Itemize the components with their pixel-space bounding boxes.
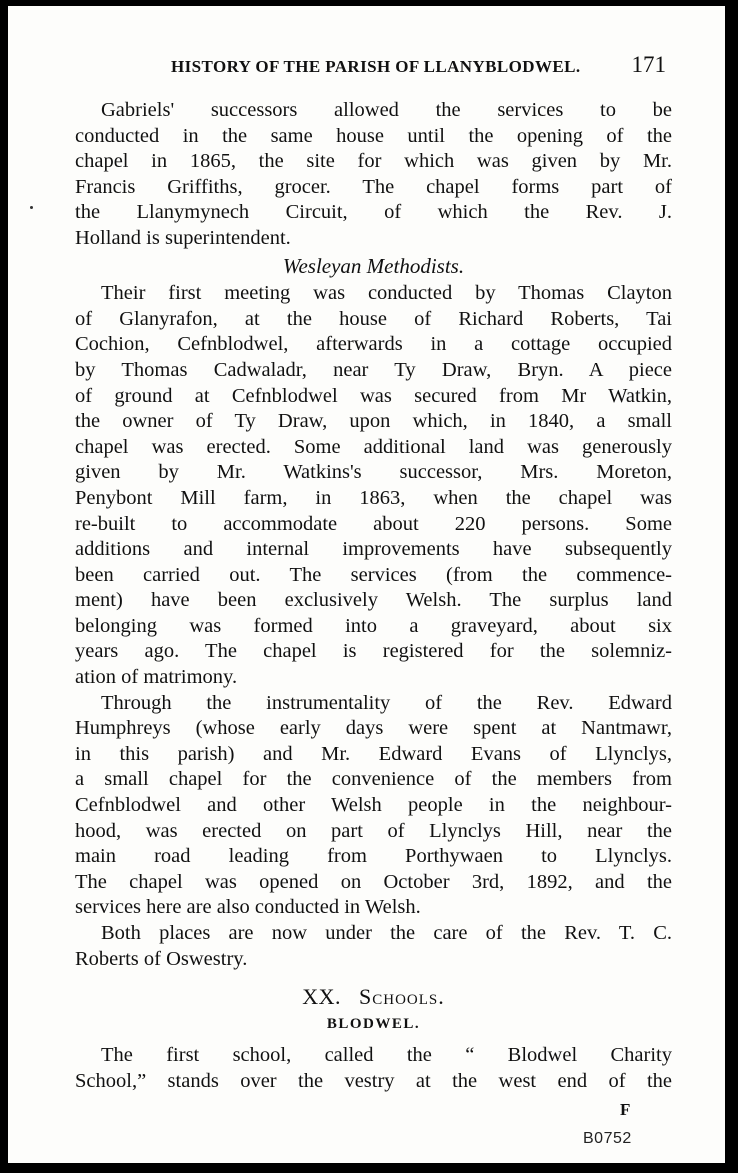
text-line: by Thomas Cadwaladr, near Ty Draw, Bryn. A piece (75, 358, 672, 381)
text-line: Through the instrumentality of the Rev. Edward (101, 691, 672, 714)
place-subheading: BLODWEL. (326, 1015, 421, 1032)
page-content (75, 98, 672, 1095)
text-line: The first school, called the “ Blodwel Charity (101, 1044, 672, 1067)
text-line: Cochion, Cefnblodwel, afterwards in a cottage occupied (75, 333, 672, 356)
text-line: Humphreys (whose early days were spent at Nantmawr, (75, 717, 672, 740)
text-line: given by Mr. Watkins's successor, Mrs. Moreton, (75, 461, 672, 484)
text-line: Their first meeting was conducted by Thomas Clayton (101, 282, 672, 305)
text-line: hood, was erected on part of Llynclys Hill, near the (75, 819, 672, 842)
text-line: Holland is superintendent. (75, 226, 291, 249)
text-line: re-built to accommodate about 220 persons. Some (75, 512, 672, 535)
text-line: Gabriels' successors allowed the services to be (101, 99, 672, 121)
text-line: The chapel was opened on October 3rd, 1892, and the (75, 870, 672, 893)
text-line: ation of matrimony. (75, 666, 238, 689)
section-heading (75, 984, 672, 1010)
text-line: the Llanymynech Circuit, of which the Rev. J. (75, 201, 672, 224)
running-title: HISTORY OF THE PARISH OF LLANYBLODWEL. (171, 57, 581, 76)
signature-mark: F (620, 1100, 631, 1119)
text-line: years ago. The chapel is registered for the solemniz- (75, 640, 672, 663)
page-header (75, 52, 672, 78)
text-line: the owner of Ty Draw, upon which, in 1840, a small (75, 410, 672, 433)
catalog-code: B0752 (583, 1130, 632, 1147)
text-line: services here are also conducted in Welsh. (75, 896, 421, 919)
text-line: of Glanyrafon, at the house of Richard Roberts, Tai (75, 307, 672, 330)
text-line: of ground at Cefnblodwel was secured from Mr Watkin, (75, 384, 672, 407)
text-line: chapel was erected. Some additional land was generously (75, 435, 672, 458)
text-line: main road leading from Porthywaen to Llynclys. (75, 845, 672, 868)
text-line: Both places are now under the care of the Rev. T. C. (101, 922, 672, 944)
page-number: 171 (631, 52, 666, 77)
section-title: Schools. (359, 984, 445, 1010)
text-line: a small chapel for the convenience of the members from (75, 768, 672, 791)
text-line: School,” stands over the vestry at the west end of the (75, 1069, 672, 1092)
text-line: chapel in 1865, the site for which was given by Mr. (75, 150, 672, 173)
text-line: conducted in the same house until the opening of the (75, 124, 672, 147)
subsection-heading: Wesleyan Methodists. (282, 253, 465, 278)
text-line: in this parish) and Mr. Edward Evans of Llynclys, (75, 742, 672, 765)
text-line: Francis Griffiths, grocer. The chapel forms part of (75, 175, 672, 198)
book-page (8, 6, 725, 1163)
text-line: additions and internal improvements have subsequently (75, 538, 672, 561)
text-line: belonging was formed into a graveyard, about six (75, 614, 672, 637)
text-line: Roberts of Oswestry. (75, 947, 248, 970)
scan-speck (30, 206, 33, 209)
text-line: ment) have been exclusively Welsh. The surplus land (75, 589, 672, 612)
section-number: XX. (302, 984, 342, 1010)
text-line: Cefnblodwel and other Welsh people in the neighbour- (75, 794, 672, 817)
text-block (75, 52, 672, 1095)
text-line: Penybont Mill farm, in 1863, when the chapel was (75, 486, 672, 509)
text-line: been carried out. The services (from the commence- (75, 563, 672, 586)
